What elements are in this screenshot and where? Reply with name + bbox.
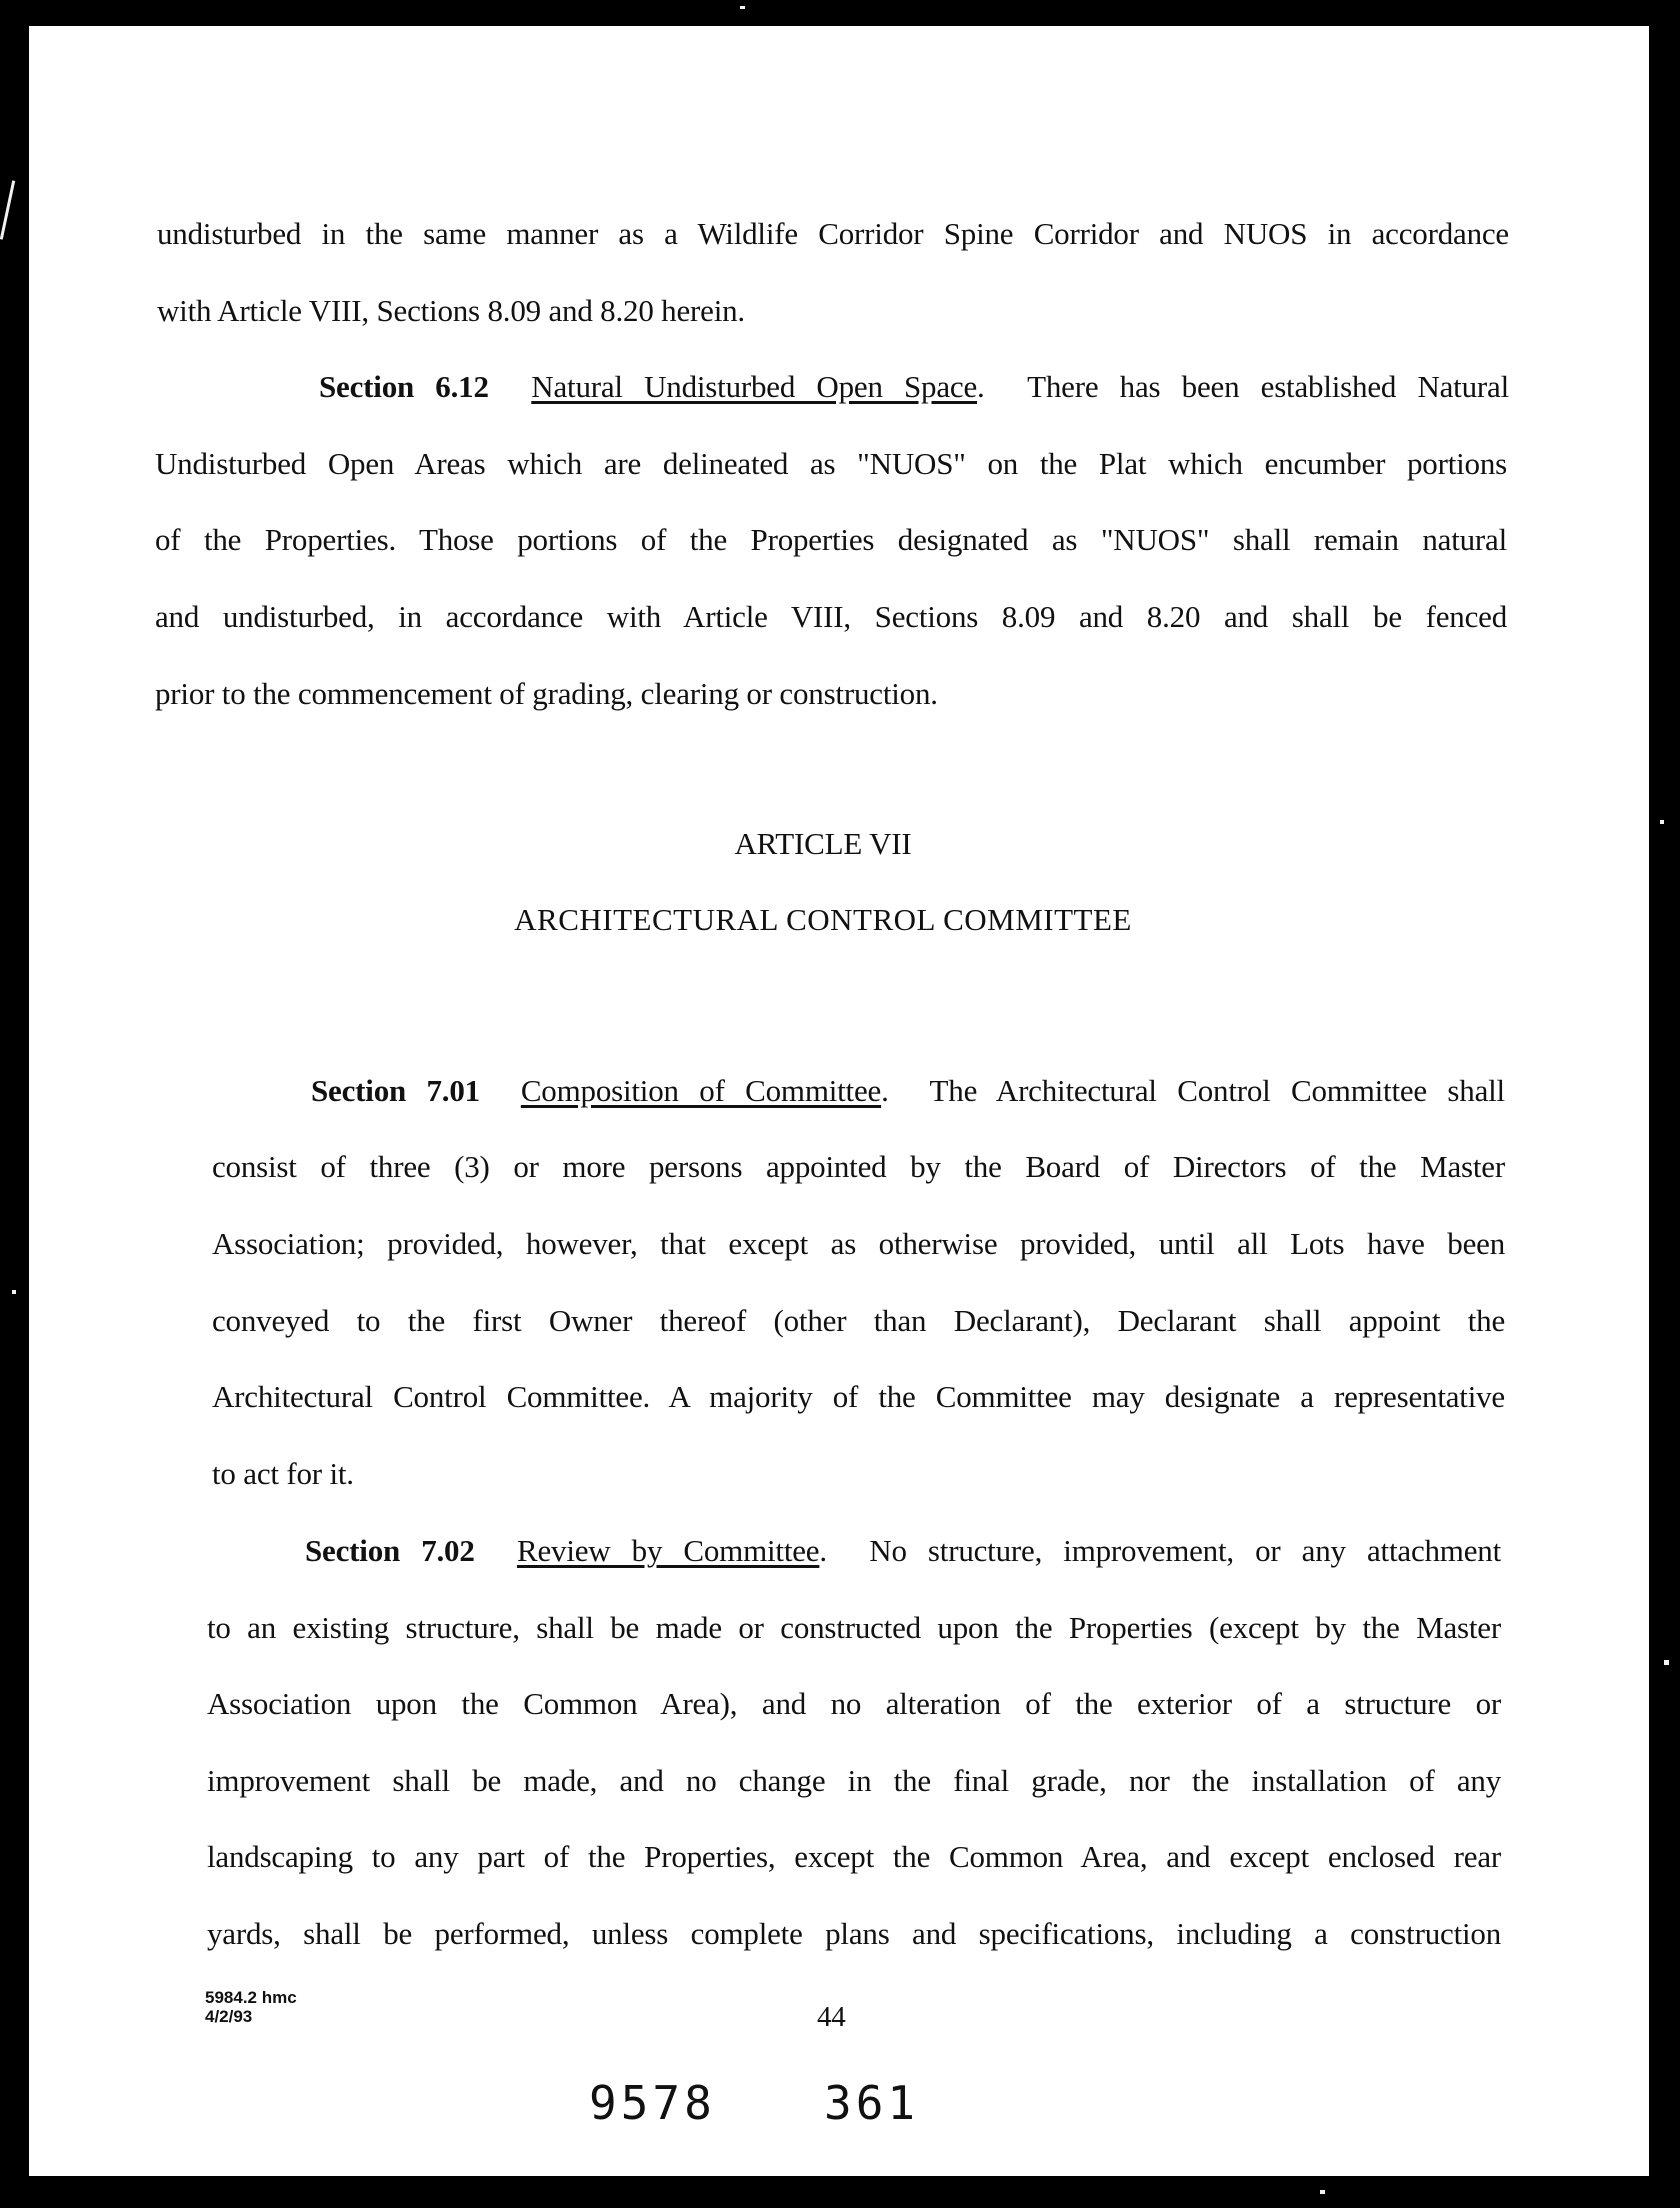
paragraph-line: Undisturbed Open Areas which are delineated as "NUOS" on the Plat which encumber portions: [155, 446, 1507, 481]
paragraph-line: prior to the commencement of grading, clearing or construction.: [155, 676, 938, 711]
paragraph-line: improvement shall be made, and no change in the final grade, nor the installation of any: [207, 1763, 1501, 1798]
paragraph-line: yards, shall be performed, unless complete plans and specifications, including a construction: [207, 1916, 1501, 1951]
recording-stamp-book: 9578: [589, 2076, 716, 2130]
section-number: Section 7.02: [305, 1533, 475, 1568]
scan-artifact: [740, 6, 745, 9]
paragraph-line: consist of three (3) or more persons appointed by the Board of Directors of the Master: [212, 1149, 1505, 1184]
section-text: The Architectural Control Committee shall: [929, 1073, 1505, 1108]
section-text: No structure, improvement, or any attachment: [869, 1533, 1501, 1568]
paragraph-line: of the Properties. Those portions of the Properties designated as "NUOS" shall remain natural: [155, 522, 1507, 557]
page-number: 44: [817, 2001, 846, 2033]
section-number: Section 6.12: [319, 369, 489, 404]
paragraph-line: to an existing structure, shall be made or constructed upon the Properties (except by the Master: [207, 1610, 1501, 1645]
document-date: 4/2/93: [205, 2007, 253, 2026]
scan-artifact: [1664, 1660, 1669, 1665]
section-number: Section 7.01: [311, 1073, 480, 1108]
article-number: ARTICLE VII: [734, 826, 912, 861]
paragraph-line: to act for it.: [212, 1456, 354, 1491]
paragraph-line: Association upon the Common Area), and no alteration of the exterior of a structure or: [207, 1686, 1501, 1721]
section-7-02-heading-line: Section 7.02 Review by Committee. No structure, improvement, or any attachment: [305, 1533, 1501, 1568]
scan-artifact: [1320, 2190, 1325, 2194]
section-text: There has been established Natural: [1027, 369, 1509, 404]
section-title: Composition of Committee: [520, 1073, 882, 1108]
paragraph-line: with Article VIII, Sections 8.09 and 8.20 herein.: [157, 293, 745, 328]
scan-artifact: [12, 1290, 16, 1294]
paragraph-line: and undisturbed, in accordance with Article VIII, Sections 8.09 and 8.20 and shall be fenced: [155, 599, 1507, 634]
article-title: ARCHITECTURAL CONTROL COMMITTEE: [514, 902, 1132, 937]
paragraph-line: undisturbed in the same manner as a Wildlife Corridor Spine Corridor and NUOS in accordance: [157, 216, 1509, 251]
document-page: [29, 26, 1649, 2176]
paragraph-line: Architectural Control Committee. A majority of the Committee may designate a representative: [212, 1379, 1505, 1414]
section-7-01-heading-line: Section 7.01 Composition of Committee. The Architectural Control Committee shall: [311, 1073, 1505, 1108]
section-6-12-heading-line: Section 6.12 Natural Undisturbed Open Space. There has been established Natural: [319, 369, 1509, 404]
scan-artifact: [0, 180, 15, 239]
recording-stamp-page: 361: [824, 2076, 920, 2130]
paragraph-line: conveyed to the first Owner thereof (other than Declarant), Declarant shall appoint the: [212, 1303, 1505, 1338]
paragraph-line: Association; provided, however, that except as otherwise provided, until all Lots have been: [212, 1226, 1505, 1261]
document-id: 5984.2 hmc: [205, 1988, 297, 2007]
scan-artifact: [1660, 820, 1664, 824]
paragraph-line: landscaping to any part of the Properties, except the Common Area, and except enclosed rear: [207, 1839, 1501, 1874]
section-title: Review by Committee: [516, 1533, 820, 1568]
section-title: Natural Undisturbed Open Space: [531, 369, 978, 404]
